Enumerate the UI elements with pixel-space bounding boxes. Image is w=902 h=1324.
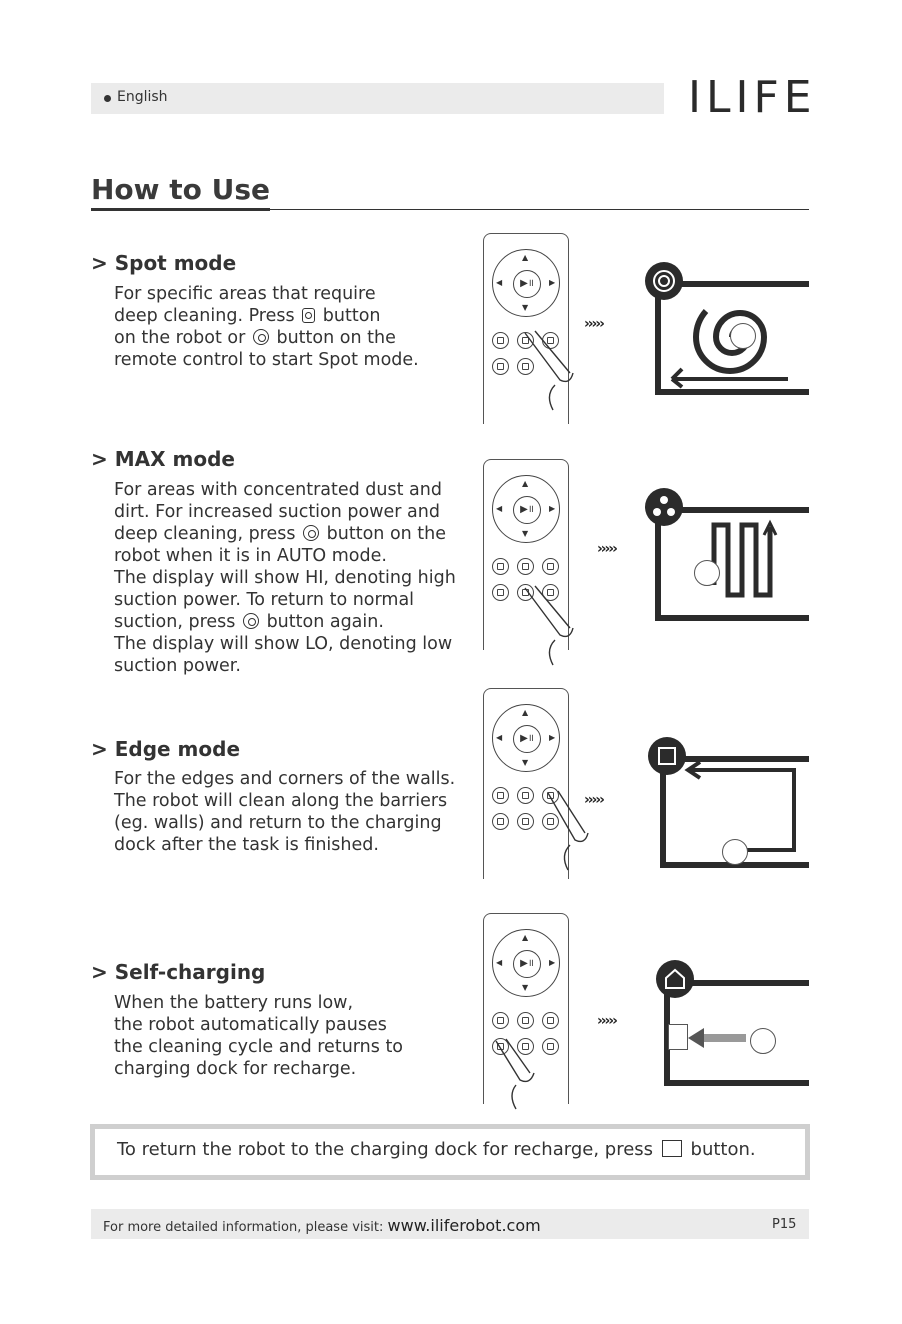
- charging-dock-icon: [668, 1024, 688, 1050]
- left-arrow-icon: ◀: [496, 958, 503, 967]
- left-arrow-icon: ◀: [496, 504, 503, 513]
- robot-icon: [750, 1028, 776, 1054]
- text-line: (eg. walls) and return to the charging: [114, 813, 442, 833]
- text-line: The display will show LO, denoting low: [114, 634, 453, 654]
- zigzag-path: [668, 515, 798, 615]
- text-line: remote control to start Spot mode.: [114, 350, 419, 370]
- edge-mode-heading: > Edge mode: [91, 737, 241, 761]
- edge-mode-text: [114, 768, 474, 856]
- text-line: For the edges and corners of the walls.: [114, 769, 456, 789]
- spot-button-icon: [517, 558, 534, 575]
- home-button-icon: [492, 584, 509, 601]
- right-arrow-icon: ▶: [549, 733, 556, 742]
- right-arrow-icon: ▶: [549, 504, 556, 513]
- note-text-after: button.: [690, 1139, 756, 1160]
- bullet-icon: [104, 95, 111, 102]
- home-button-icon: [662, 1140, 682, 1157]
- spot-mode-text: [114, 283, 474, 371]
- remote-button-icon: [492, 558, 509, 575]
- text-line: The display will show HI, denoting high: [114, 568, 456, 588]
- spot-button-icon: [302, 308, 315, 323]
- return-arrow: [686, 1028, 756, 1048]
- up-arrow-icon: ▲: [522, 479, 529, 488]
- text-line: on the robot or button on the: [114, 328, 396, 348]
- right-arrow-icon: ▶: [549, 278, 556, 287]
- text-line: deep cleaning. Press button: [114, 306, 381, 326]
- text-line: charging dock for recharge.: [114, 1059, 357, 1079]
- max-mode-text: [114, 479, 474, 677]
- dpad: [492, 475, 560, 543]
- brand-logo: ILIFE: [688, 72, 817, 123]
- left-arrow-icon: ◀: [496, 733, 503, 742]
- text-line: suction power.: [114, 656, 241, 676]
- self-charging-text: [114, 992, 474, 1080]
- hand-pointer-icon: [515, 580, 585, 670]
- robot-icon: [722, 839, 748, 865]
- down-arrow-icon: ▼: [522, 983, 529, 992]
- play-pause-icon: ▶॥: [513, 725, 541, 753]
- right-arrow-icon: ▶: [549, 958, 556, 967]
- remote-button-icon: [492, 787, 509, 804]
- self-charging-heading: > Self-charging: [91, 960, 266, 984]
- spot-button-icon: [517, 1012, 534, 1029]
- fan-mode-icon: [645, 488, 683, 526]
- up-arrow-icon: ▲: [522, 933, 529, 942]
- up-arrow-icon: ▲: [522, 708, 529, 717]
- text-line: robot when it is in AUTO mode.: [114, 546, 387, 566]
- down-arrow-icon: ▼: [522, 303, 529, 312]
- flow-arrows: ›››››: [597, 541, 616, 557]
- footer-url[interactable]: www.iliferobot.com: [387, 1216, 541, 1235]
- spot-mode-icon: [645, 262, 683, 300]
- edge-mode-icon: [648, 737, 686, 775]
- note-text: [117, 1139, 756, 1160]
- language-label: English: [117, 89, 168, 105]
- play-pause-icon: ▶॥: [513, 270, 541, 298]
- edge-button-icon: [542, 1012, 559, 1029]
- text-line: suction power. To return to normal: [114, 590, 415, 610]
- title-divider: [91, 209, 809, 210]
- left-arrow-icon: ◀: [496, 278, 503, 287]
- text-line: For specific areas that require: [114, 284, 376, 304]
- home-button-icon: [492, 358, 509, 375]
- remote-button-icon: [492, 1012, 509, 1029]
- down-arrow-icon: ▼: [522, 758, 529, 767]
- page-number: P15: [772, 1217, 797, 1232]
- remote-button-icon: [492, 332, 509, 349]
- home-button-icon: [492, 813, 509, 830]
- text-line: the cleaning cycle and returns to: [114, 1037, 404, 1057]
- spot-mode-heading: > Spot mode: [91, 251, 237, 275]
- flow-arrows: ›››››: [597, 1013, 616, 1029]
- text-line: For areas with concentrated dust and: [114, 480, 442, 500]
- text-line: dirt. For increased suction power and: [114, 502, 440, 522]
- play-pause-icon: ▶॥: [513, 950, 541, 978]
- play-pause-icon: ▶॥: [513, 496, 541, 524]
- dpad: [492, 249, 560, 317]
- text-line: suction, press button again.: [114, 612, 384, 632]
- spot-button-icon: [517, 787, 534, 804]
- text-line: When the battery runs low,: [114, 993, 354, 1013]
- max-mode-heading: > MAX mode: [91, 447, 235, 471]
- text-line: deep cleaning, press button on the: [114, 524, 447, 544]
- robot-icon: [694, 560, 720, 586]
- language-bar: [91, 83, 664, 114]
- dpad: [492, 704, 560, 772]
- text-line: the robot automatically pauses: [114, 1015, 387, 1035]
- spot-remote-icon: [253, 329, 269, 345]
- fan-button-icon: [517, 813, 534, 830]
- edge-button-icon: [542, 558, 559, 575]
- note-text-before: To return the robot to the charging dock for recharge, press: [117, 1139, 654, 1160]
- text-line: dock after the task is finished.: [114, 835, 379, 855]
- hand-pointer-icon: [490, 1035, 550, 1115]
- fan-icon: [243, 613, 259, 629]
- hand-pointer-icon: [515, 325, 585, 415]
- home-mode-icon: [656, 960, 694, 998]
- fan-icon: [303, 525, 319, 541]
- flow-arrows: ›››››: [584, 316, 603, 332]
- flow-arrows: ›››››: [584, 792, 603, 808]
- down-arrow-icon: ▼: [522, 529, 529, 538]
- up-arrow-icon: ▲: [522, 253, 529, 262]
- footer-caption: For more detailed information, please visit:: [103, 1220, 384, 1235]
- text-line: The robot will clean along the barriers: [114, 791, 448, 811]
- footer-text: [103, 1216, 541, 1235]
- robot-icon: [730, 323, 756, 349]
- dpad: [492, 929, 560, 997]
- page-title: How to Use: [91, 172, 270, 211]
